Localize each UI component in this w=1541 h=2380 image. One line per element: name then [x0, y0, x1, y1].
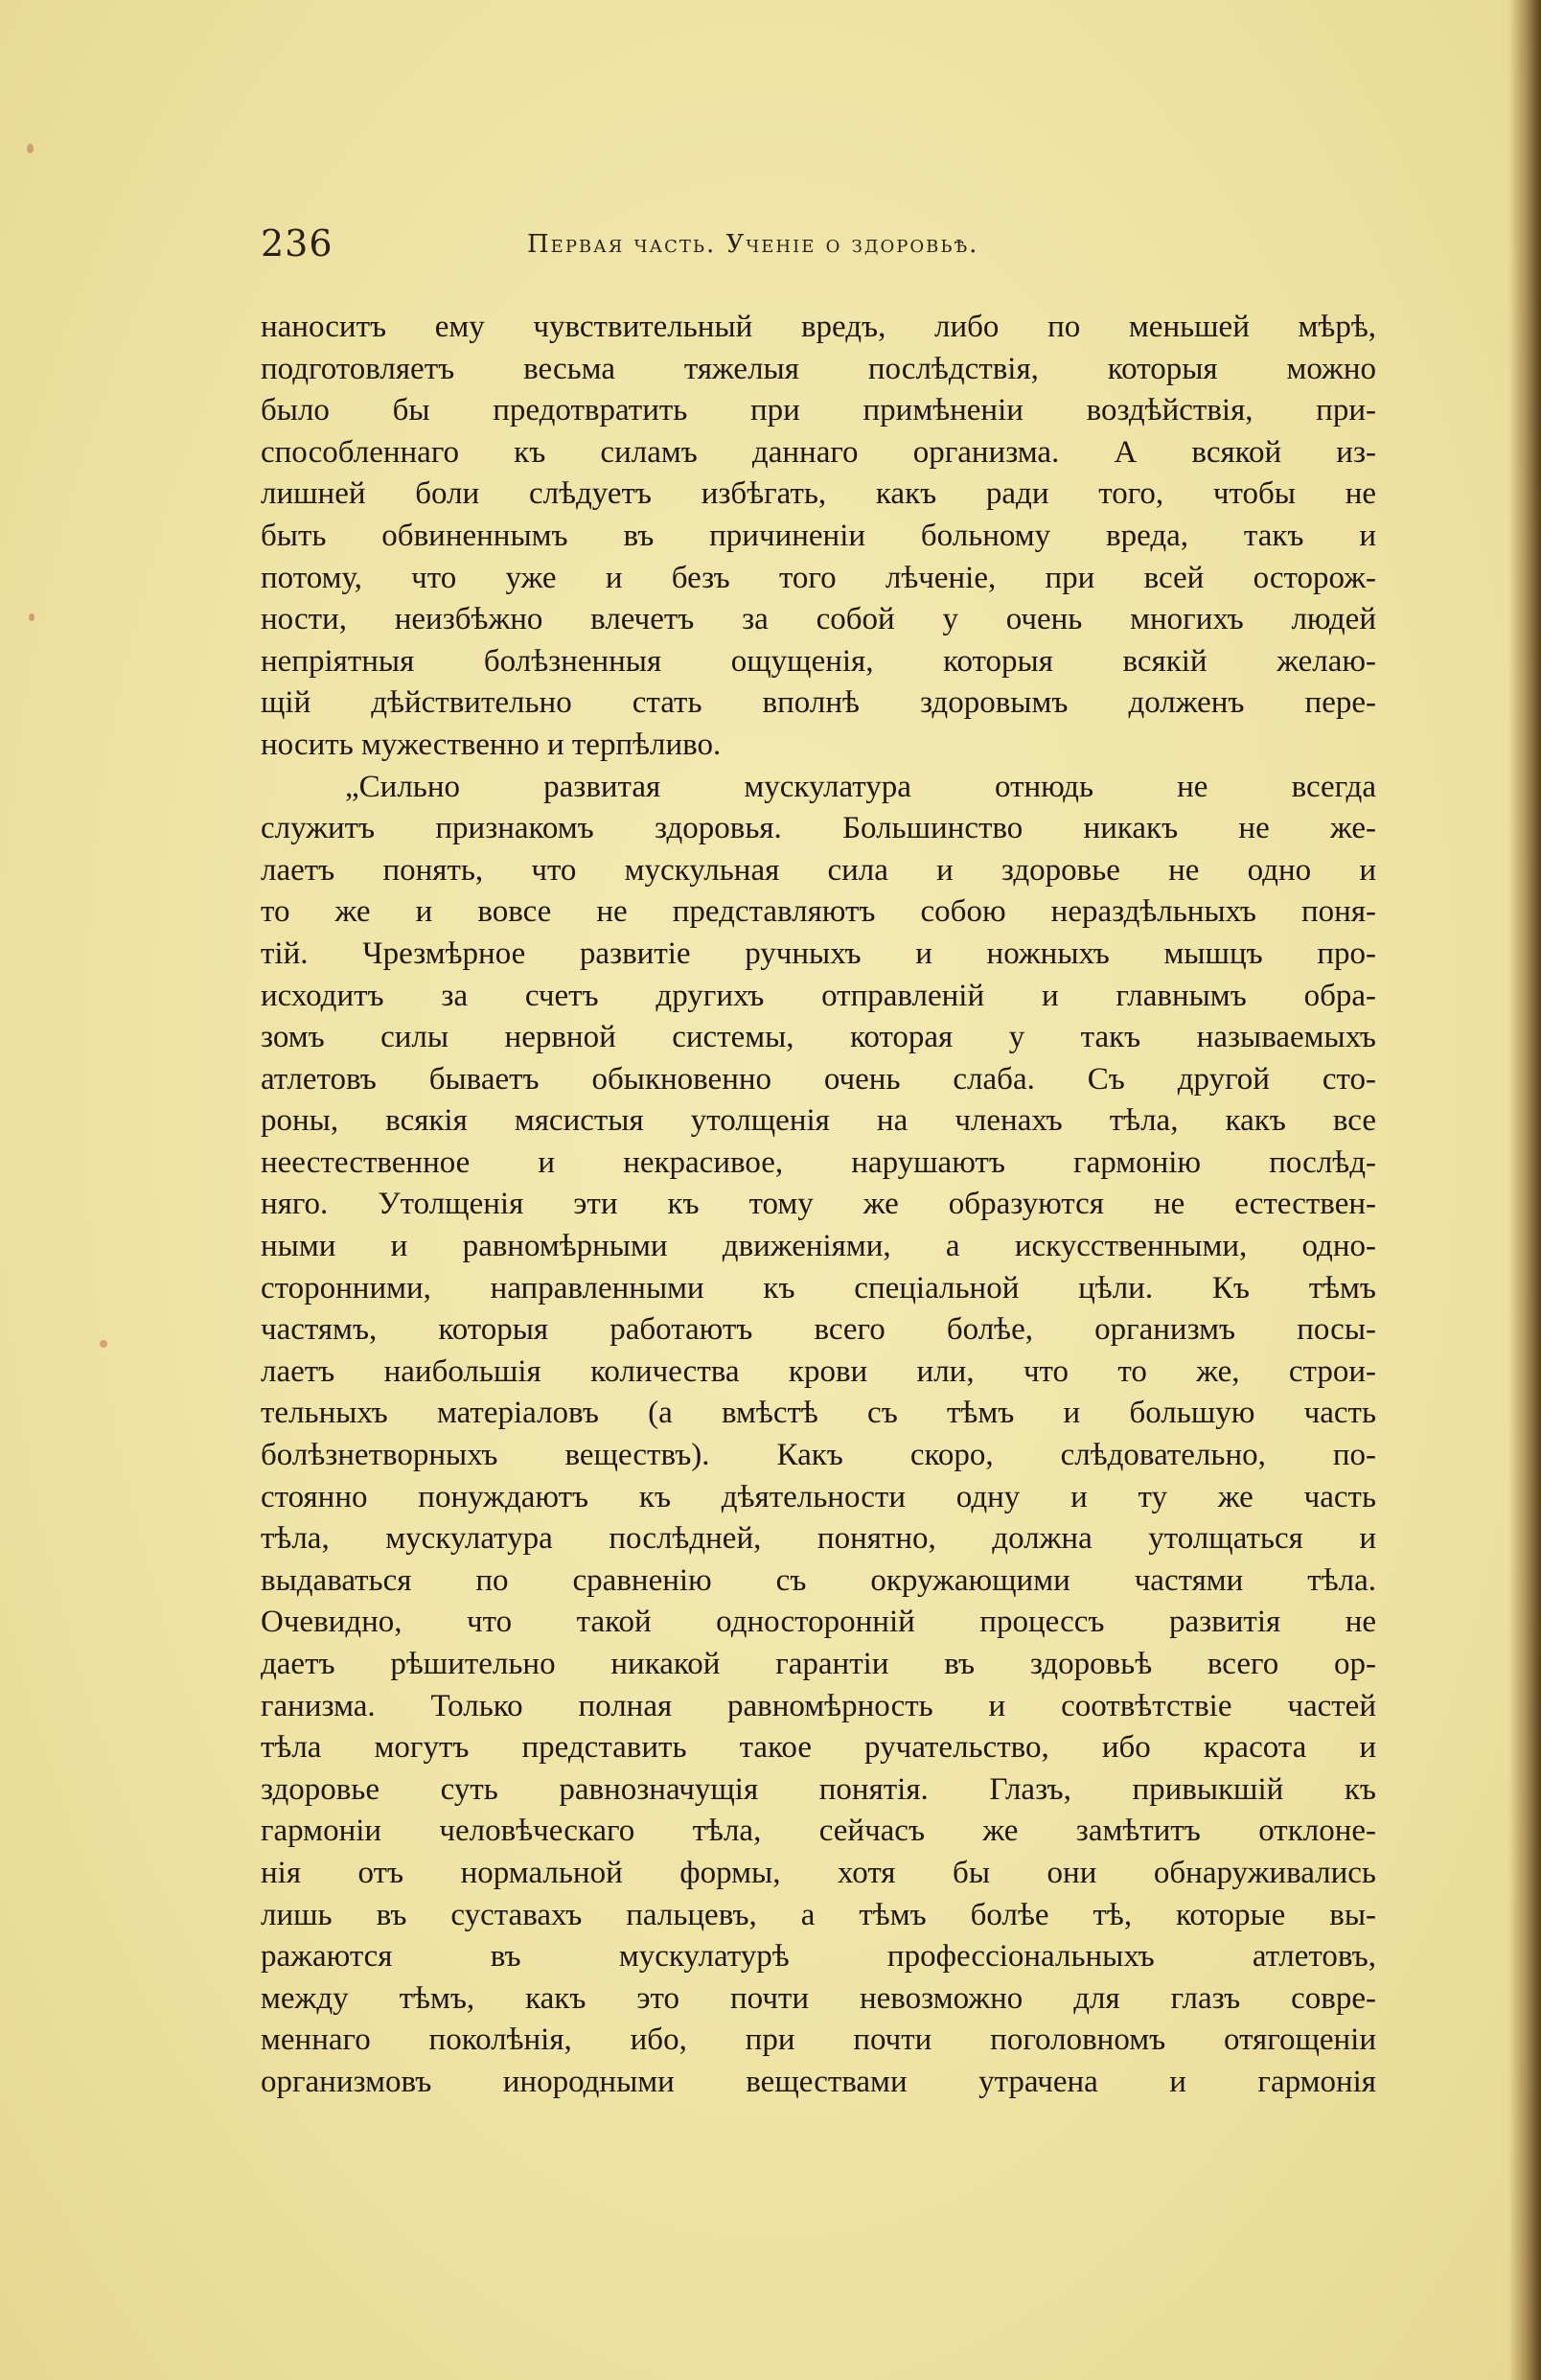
text-line: служитъ признакомъ здоровья. Большинство никакъ не же- [261, 811, 1376, 846]
paragraph-2 [261, 767, 1376, 2104]
page-stain [29, 613, 34, 621]
text-line: непріятныя болѣзненныя ощущенія, которыя всякій желаю- [261, 643, 1376, 679]
text-line: меннаго поколѣнія, ибо, при почти поголовномъ отягощеніи [261, 2022, 1376, 2058]
text-line: неестественное и некрасивое, нарушаютъ гармонію послѣд- [261, 1144, 1376, 1180]
text-line: тельныхъ матеріаловъ (а вмѣстѣ съ тѣмъ и большую часть [261, 1396, 1376, 1431]
page-number: 236 [261, 222, 334, 265]
text-line: даетъ рѣшительно никакой гарантіи въ здоровьѣ всего ор- [261, 1647, 1376, 1681]
page-stain [27, 144, 34, 153]
page-stain [100, 1340, 107, 1348]
text-line: тій. Чрезмѣрное развитіе ручныхъ и ножныхъ мышцъ про- [261, 936, 1376, 971]
text-line: нія отъ нормальной формы, хотя бы они обнаруживались [261, 1855, 1376, 1890]
text-line: ражаются въ мускулатурѣ профессіональныхъ атлетовъ, [261, 1939, 1376, 1975]
body-text [261, 307, 1376, 2104]
text-line: то же и вовсе не представляютъ собою нераздѣльныхъ поня- [261, 894, 1376, 930]
text-line: болѣзнетворныхъ веществъ). Какъ скоро, слѣдовательно, по- [261, 1438, 1376, 1473]
text-line: ганизма. Только полная равномѣрность и соотвѣтствіе частей [261, 1688, 1376, 1723]
text-line: частямъ, которыя работаютъ всего болѣе, организмъ посы- [261, 1312, 1376, 1348]
text-line: „Сильно развитая мускулатура отнюдь не всегда [345, 769, 1376, 804]
text-line: стоянно понуждаютъ къ дѣятельности одну и ту же часть [261, 1479, 1376, 1514]
text-line: потому, что уже и безъ того лѣченіе, при всей осторож- [261, 560, 1376, 595]
text-line: наноситъ ему чувствительный вредъ, либо по меньшей мѣрѣ, [261, 310, 1376, 344]
text-line: лишней боли слѣдуетъ избѣгать, какъ ради того, чтобы не [261, 476, 1376, 512]
text-line: подготовляетъ весьма тяжелыя послѣдствія, которыя можно [261, 351, 1376, 386]
text-line: организмовъ инородными веществами утрачена и гармонія [261, 2064, 1376, 2099]
text-line: лаетъ наибольшія количества крови или, что то же, строи- [261, 1353, 1376, 1389]
page-header [261, 219, 1376, 276]
running-title: Первая часть. Ученіе о здоровьѣ. [527, 230, 979, 259]
text-line: тѣла могутъ представить такое ручательство, ибо красота и [261, 1730, 1376, 1766]
text-line: выдаваться по сравненію съ окружающими частями тѣла. [261, 1562, 1376, 1598]
text-line: лишь въ суставахъ пальцевъ, а тѣмъ болѣе тѣ, которые вы- [261, 1897, 1376, 1932]
text-line: лаетъ понять, что мускульная сила и здоровье не одно и [261, 852, 1376, 888]
text-line: ными и равномѣрными движеніями, а искусственными, одно- [261, 1229, 1376, 1264]
page-edge-shadow [1508, 0, 1541, 2380]
text-line: сторонними, направленными къ спеціальной цѣли. Къ тѣмъ [261, 1270, 1376, 1306]
text-line: носить мужественно и терпѣливо. [261, 727, 722, 762]
text-line: Очевидно, что такой односторонній процессъ развитія не [261, 1605, 1376, 1640]
text-line: здоровье суть равнозначущія понятія. Глазъ, привыкшій къ [261, 1771, 1376, 1807]
text-line: зомъ силы нервной системы, которая у такъ называемыхъ [261, 1020, 1376, 1055]
text-line: быть обвиненнымъ въ причиненіи больному вреда, такъ и [261, 518, 1376, 553]
text-line: ности, неизбѣжно влечетъ за собой у очень многихъ людей [261, 602, 1376, 637]
text-line: гармоніи человѣческаго тѣла, сейчасъ же замѣтитъ отклоне- [261, 1814, 1376, 1849]
text-line: щій дѣйствительно стать вполнѣ здоровымъ долженъ пере- [261, 685, 1376, 721]
text-line: няго. Утолщенія эти къ тому же образуются не естествен- [261, 1187, 1376, 1222]
text-line: тѣла, мускулатура послѣдней, понятно, должна утолщаться и [261, 1521, 1376, 1557]
text-line: способленнаго къ силамъ даннаго организма. А всякой из- [261, 434, 1376, 470]
text-line: атлетовъ бываетъ обыкновенно очень слаба. Съ другой сто- [261, 1061, 1376, 1097]
text-line: исходитъ за счетъ другихъ отправленій и главнымъ обра- [261, 978, 1376, 1013]
text-line: роны, всякія мясистыя утолщенія на членахъ тѣла, какъ все [261, 1103, 1376, 1139]
text-line: между тѣмъ, какъ это почти невозможно для глазъ совре- [261, 1980, 1376, 2016]
paragraph-1 [261, 307, 1376, 767]
text-line: было бы предотвратить при примѣненіи воздѣйствія, при- [261, 393, 1376, 428]
